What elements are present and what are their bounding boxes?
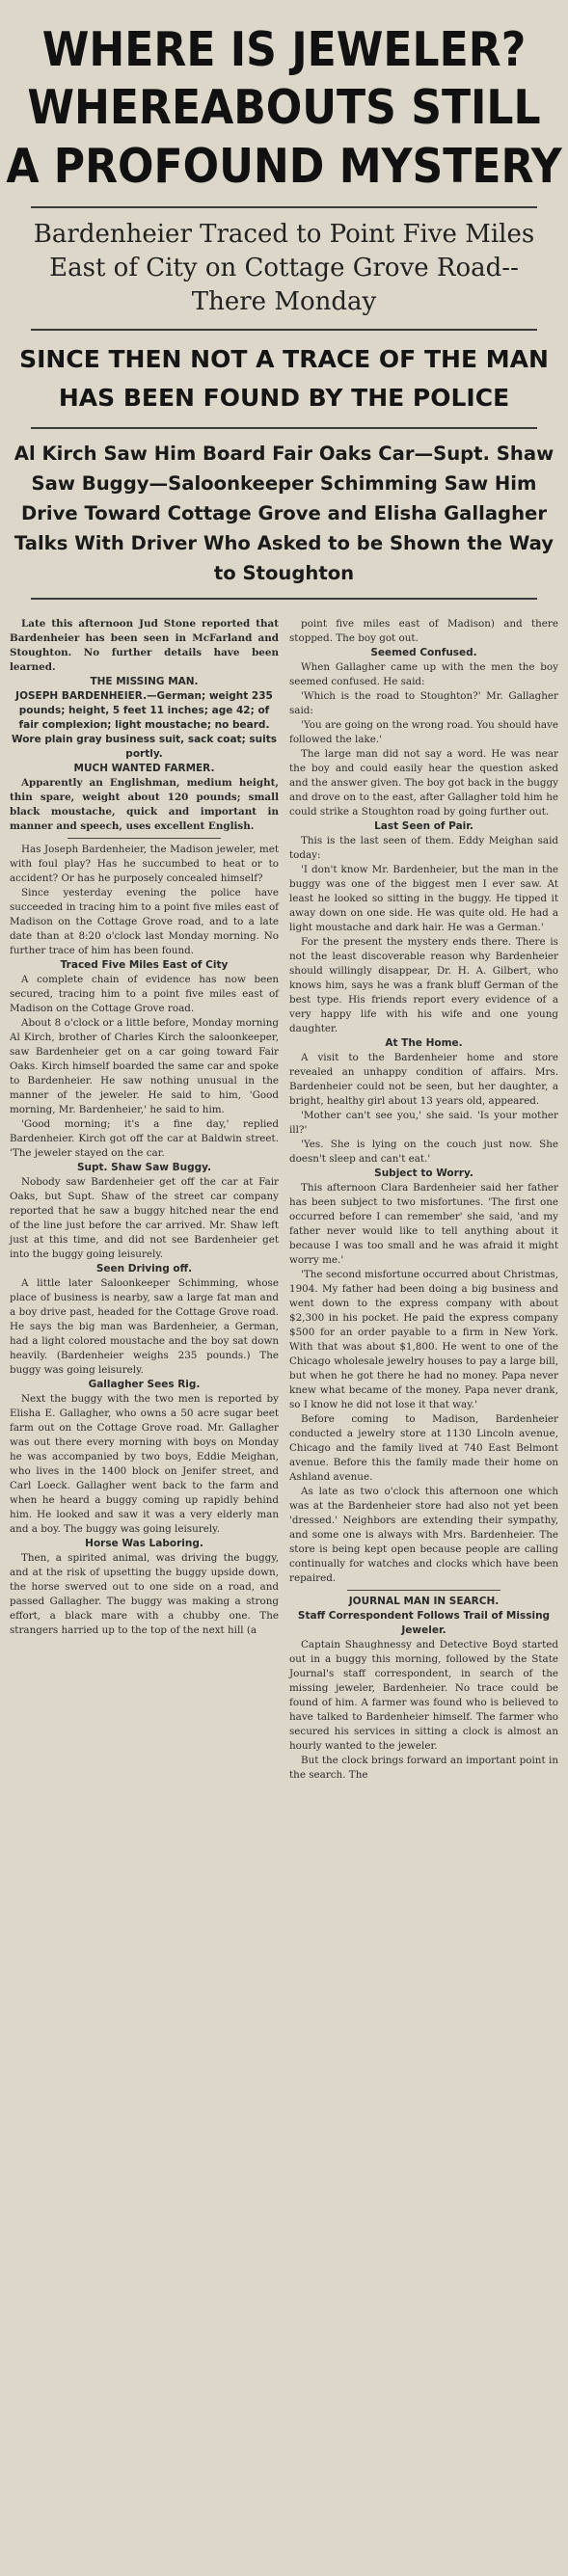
article-paragraph: Then, a spirited animal, was driving the buggy, and at the risk of upsetting the buggy upside down, the horse swerved out to one side on a road, and passed Gallagher. The buggy was making a strong effort, a black mare with a chubby one. The strangers harried up to the top of the next hill (a xyxy=(10,1552,279,1636)
article-paragraph: About 8 o'clock or a little before, Monday morning Al Kirch, brother of Charles Kirch the saloonkeeper, saw Bardenheier get on a car going toward Fair Oaks. Kirch himself boarded the same car and spoke to Bardenheier. He saw nothing unusual in the manner of the jeweler. He said to him, 'Good morning, Mr. Bardenheier,' he said to him. xyxy=(10,1017,279,1115)
subheadline-deck-3: Al Kirch Saw Him Board Fair Oaks Car—Supt. Shaw Saw Buggy—Saloonkeeper Schimming Saw Him Drive Toward Cottage Grove and Elisha Gallagher Talks With Driver Who Asked to be Shown the Way to Stoughton xyxy=(14,443,554,584)
article-paragraph: This is the last seen of them. Eddy Meighan said today: xyxy=(289,835,558,861)
section-subheading: Staff Correspondent Follows Trail of Missing Jeweler. xyxy=(297,1610,551,1636)
headline-line-3: A PROFOUND MYSTERY xyxy=(6,139,562,194)
article-paragraph: 'The second misfortune occurred about Christmas, 1904. My father had been doing a big business and went down to the express company with about $2,300 in his pocket. He paid the express company $500 for an order payable to a firm in New York. With that was about $1,800. He went to one of the Chicago wholesale jewelry houses to pay a large bill, but when he got there he had no money. Papa never knew what became of the money. Papa never drank, so I know he did not lose it that way.' xyxy=(289,1269,558,1410)
divider xyxy=(31,598,537,600)
article-paragraph: As late as two o'clock this afternoon one which was at the Bardenheier store had also not yet been 'dressed.' Neighbors are extending their sympathy, and some one is always with Mrs. Bardenheier. The store is being kept open because people are calling continually for watches and clocks which have been repaired. xyxy=(289,1486,558,1584)
article-paragraph: A complete chain of evidence has now been secured, tracing him to a point five miles east of Madison on the Cottage Grove road. xyxy=(10,974,279,1014)
section-subheading: Horse Was Laboring. xyxy=(85,1538,203,1549)
divider xyxy=(31,206,537,208)
section-subheading: JOURNAL MAN IN SEARCH. xyxy=(348,1596,500,1607)
subheadline-deck-1: Bardenheier Traced to Point Five Miles East of City on Cottage Grove Road--There Monday xyxy=(33,220,535,316)
article-paragraph: 'Mother can't see you,' she said. 'Is your mother ill?' xyxy=(289,1110,558,1136)
article-column-right xyxy=(289,617,558,1783)
section-subheading: Seemed Confused. xyxy=(370,647,477,658)
article-paragraph: The large man did not say a word. He was near the boy and could easily hear the question asked and the answer given. The boy got back in the buggy and drove on to the east, after Gallagher told him he could strike a Stoughton road by going further out. xyxy=(289,748,558,818)
article-paragraph: 'Yes. She is lying on the couch just now. She doesn't sleep and can't eat.' xyxy=(289,1139,558,1165)
article-paragraph: For the present the mystery ends there. There is not the least discoverable reason why Bardenheier should willingly disappear, Dr. H. A. Gilbert, who knows him, says he was a frank bluff German of the best type. His friends report every evidence of a very happy life with his wife and one young daughter. xyxy=(289,936,558,1034)
article-paragraph: Captain Shaughnessy and Detective Boyd started out in a buggy this morning, followed by the State Journal's staff correspondent, in search of the missing jeweler, Bardenheier. No trace could be found of him. A farmer was found who is believed to have talked to Bardenheier himself. The farmer who secured his services in sitting a clock is almost an hourly wanted to the jeweler. xyxy=(289,1639,558,1752)
article-paragraph: 'Good morning; it's a fine day,' replied Bardenheier. Kirch got off the car at Baldwin street. 'The jeweler stayed on the car. xyxy=(10,1118,279,1159)
article-paragraph: 'You are going on the wrong road. You should have followed the lake.' xyxy=(289,719,558,745)
article-columns xyxy=(0,609,568,1783)
article-column-left xyxy=(10,617,279,1783)
article-paragraph: Has Joseph Bardenheier, the Madison jeweler, met with foul play? Has he succumbed to heat or to accident? Or has he purposely concealed himself? xyxy=(10,844,279,884)
section-subheading: THE MISSING MAN. xyxy=(90,676,199,687)
article-paragraph: point five miles east of Madison) and there stopped. The boy got out. xyxy=(289,618,558,644)
article-paragraph: 'Which is the road to Stoughton?' Mr. Gallagher said: xyxy=(289,690,558,716)
section-subheading: Gallagher Sees Rig. xyxy=(88,1379,201,1390)
divider xyxy=(31,427,537,429)
headline-line-2: WHEREABOUTS STILL xyxy=(27,80,541,135)
section-subheading: Seen Driving off. xyxy=(95,1263,193,1275)
article-paragraph: This afternoon Clara Bardenheier said her father has been subject to two misfortunes. 'The first one occurred before I can remember' she said, 'and my father never would like to tell anything about it because I was too small and he was afraid it might worry me.' xyxy=(289,1182,558,1266)
article-paragraph: 'I don't know Mr. Bardenheier, but the man in the buggy was one of the biggest men I ever saw. At least he looked so sitting in the buggy. He tipped it away down on one side. He was quite old. He had a light moustache and dark hair. He was a German.' xyxy=(289,864,558,933)
article-paragraph: Next the buggy with the two men is reported by Elisha E. Gallagher, who owns a 50 acre sugar beet farm out on the Cottage Grove road. Mr. Gallagher was out there every morning with boys on Monday he was accompanied by two boys, Eddie Meighan, who lives in the 1400 block on Jenifer street, and Carl Loeck. Gallagher went back to the farm and when he heard a buggy coming up rapidly behind him. He looked and saw it was a very elderly man and a boy. The buggy was going leisurely. xyxy=(10,1393,279,1535)
section-subheading: Traced Five Miles East of City xyxy=(60,959,229,971)
section-subheading: Last Seen of Pair. xyxy=(374,820,473,832)
article-paragraph: Since yesterday evening the police have succeeded in tracing him to a point five miles east of Madison on the Cottage Grove road, and to a late date than at 8:20 o'clock last Monday morning. No further trace of him has been found. xyxy=(10,887,279,956)
section-subheading: Subject to Worry. xyxy=(374,1167,473,1179)
bulletin-paragraph: Apparently an Englishman, medium height, thin spare, weight about 120 pounds; small black moustache, quick and important in manner and speech, uses excellent English. xyxy=(10,777,279,832)
section-subheading: MUCH WANTED FARMER. xyxy=(73,763,215,774)
article-paragraph: A little later Saloonkeeper Schimming, whose place of business is nearby, saw a large fat man and a boy drive past, headed for the Cottage Grove road. He says the big man was Bardenheier, a German, had a light colored moustache and the boy sat down heavily. (Bardenheier weighs 235 pounds.) The buggy was going leisurely. xyxy=(10,1277,279,1376)
section-subheading: Supt. Shaw Saw Buggy. xyxy=(76,1162,212,1173)
section-divider xyxy=(68,838,221,839)
article-paragraph: A visit to the Bardenheier home and store revealed an unhappy condition of affairs. Mrs. Bardenheier could not be seen, but her daughter, a bright, healthy girl about 13 years old, appeared. xyxy=(289,1052,558,1107)
subheadline-deck-2: SINCE THEN NOT A TRACE OF THE MAN HAS BEEN FOUND BY THE POLICE xyxy=(19,345,549,412)
headline-line-1: WHERE IS JEWELER? xyxy=(41,22,527,77)
bulletin-paragraph: Late this afternoon Jud Stone reported that Bardenheier has been seen in McFarland and Stoughton. No further details have been learned. xyxy=(10,618,279,673)
article-paragraph: Nobody saw Bardenheier get off the car at Fair Oaks, but Supt. Shaw of the street car company reported that he saw a buggy hitched near the end of the line just before the car arrived. Mr. Shaw left just at this time, and did not see Bardenheier get into the buggy going leisurely. xyxy=(10,1176,279,1260)
divider xyxy=(31,329,537,331)
article-paragraph: But the clock brings forward an important point in the search. The xyxy=(289,1755,558,1781)
section-subheading: At The Home. xyxy=(385,1037,463,1049)
section-divider xyxy=(347,1590,500,1591)
article-paragraph: Before coming to Madison, Bardenheier conducted a jewelry store at 1130 Lincoln avenue, Chicago and the family lived at 740 East Belmont avenue. Before this the family made their home on Ashland avenue. xyxy=(289,1413,558,1483)
article-paragraph: When Gallagher came up with the men the boy seemed confused. He said: xyxy=(289,661,558,687)
section-subheading: JOSEPH BARDENHEIER.—German; weight 235 pounds; height, 5 feet 11 inches; age 42; of fair complexion; light moustache; no beard. Wore plain gray business suit, sack coat; suits portly. xyxy=(11,690,278,760)
